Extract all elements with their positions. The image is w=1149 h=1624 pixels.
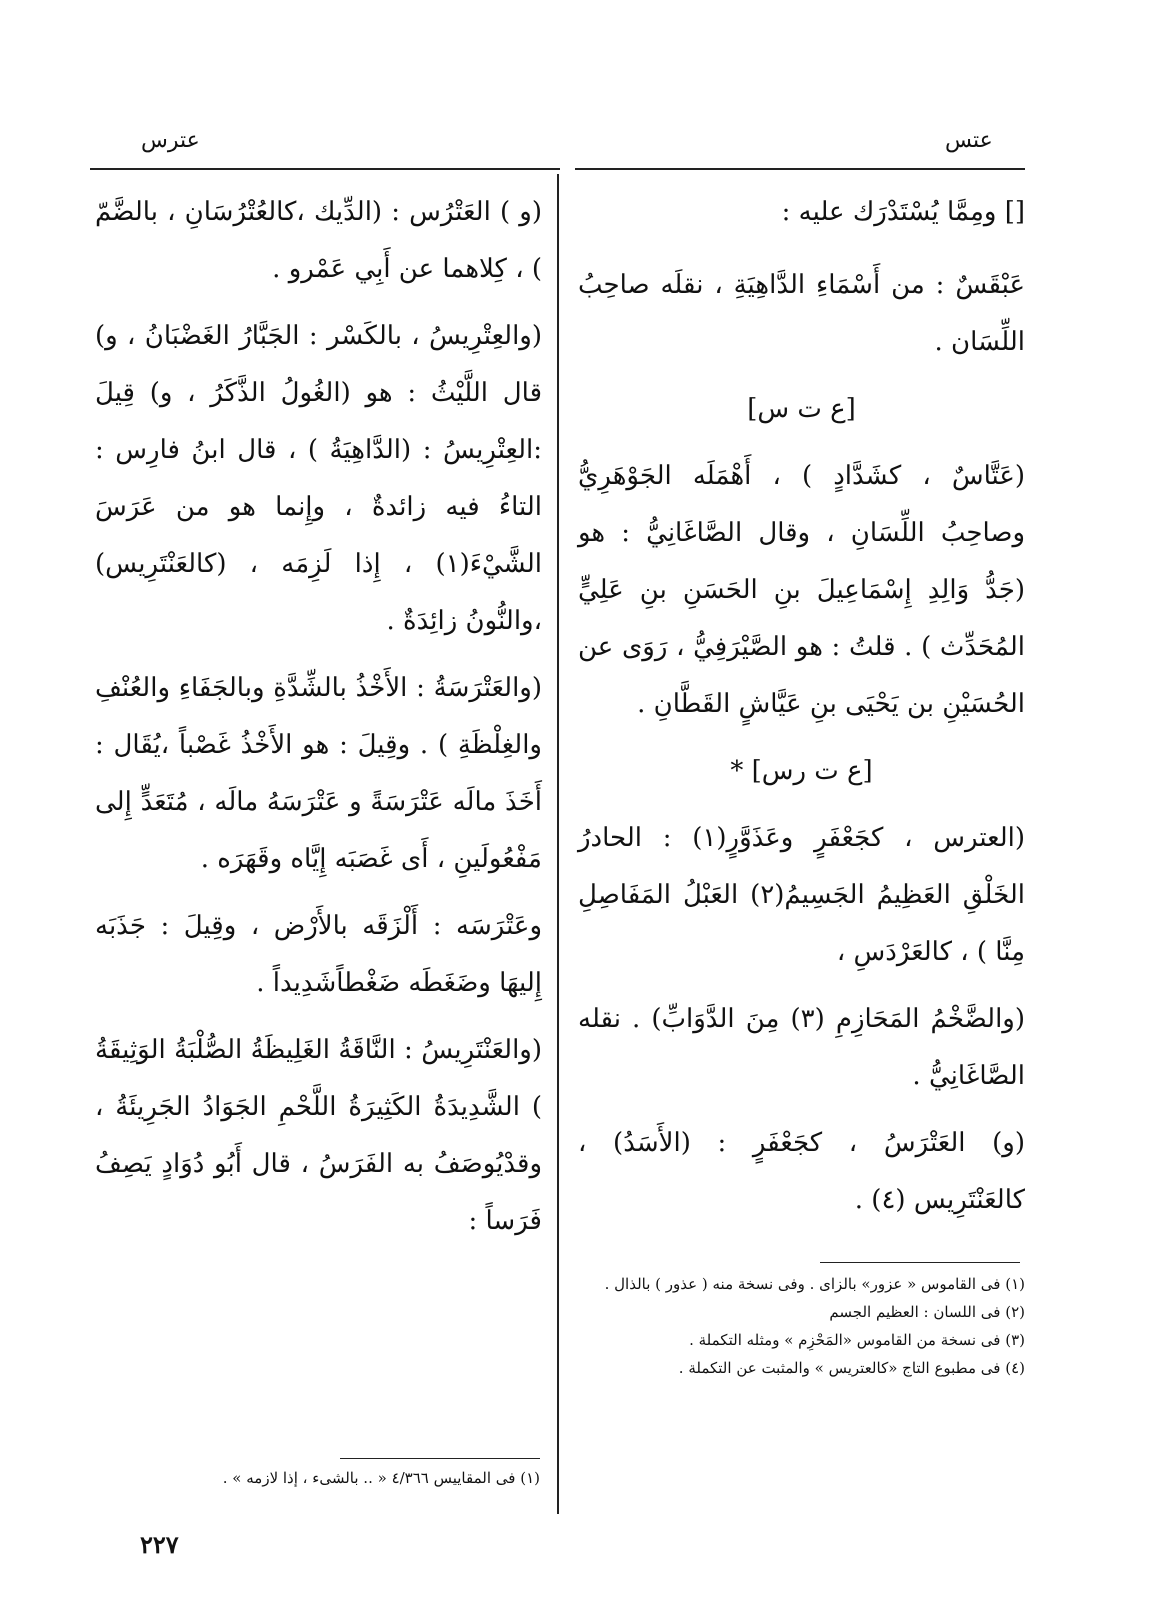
left-paragraph-4: وعَتْرَسَه : أَلْزَقَه بالأَرْض ، وقِيلَ : جَذَبَه إِليهَا وضَغَطَه ضَغْطاًشَدِيداً . (95, 911, 542, 998)
page-number: ٢٢٧ (140, 1530, 179, 1559)
footnote-item: (٢) فى اللسان : العظيم الجسم (829, 1303, 1025, 1321)
footnote-item: (١) فى القاموس « عزور» بالزاى . وفى نسخة منه ( عذور ) بالذال . (604, 1275, 1025, 1293)
entry-heading-ayn-ta-ra-sin: [ع ت رس] * (730, 756, 873, 786)
left-footnotes (100, 1464, 540, 1492)
right-paragraph-3: (عَتَّاسٌ ، كشَدَّادٍ ) ، أَهْمَلَه الجَوْهَرِيُّ وصاحِبُ اللِّسَانِ ، وقال الصَّاغَانِيُّ : هو (جَدُّ وَالِدِ إِسْمَاعِيلَ بنِ الحَسَنِ بنِ عَلِيٍّ المُحَدِّث ) . قلتُ : هو الصَّيْرَفِيُّ ، رَوَى عن الحُسَيْنِ بن يَحْيَى بنِ عَيَّاشٍ القَطَّانِ . (578, 461, 1025, 719)
left-paragraph-2: (والعِتْرِيسُ ، بالكَسْر : الجَبَّارُ الغَضْبَانُ ، و) قال اللَّيْثُ : هو (الغُولُ الذَّكَرُ ، و) قِيلَ :العِتْرِيسُ : (الدَّاهِيَةُ ) ، قال ابنُ فارِس : التاءُ فيه زائدةٌ ، وإِنما هو من عَرَسَ الشَّيْءَ(١) ، إِذا لَزِمَه ، (كالعَنْتَرِيس) ،والنُّونُ زائِدَةٌ . (95, 321, 542, 636)
right-column (578, 184, 1025, 1239)
right-paragraph-5: (والضَّخْمُ المَحَازِمِ (٣) مِنَ الدَّوَابِّ) . نقله الصَّاغَانِيُّ . (578, 1004, 1025, 1091)
footnote-separator-left (340, 1458, 540, 1459)
left-paragraph-3: (والعَتْرَسَةُ : الأَخْذُ بالشِّدَّةِ وبالجَفَاءِ والعُنْفِ والغِلْظَةِ ) . وقِيلَ : هو الأَخْذُ غَصْباً ،يُقَال : أَخَذَ مالَه عَتْرَسَةً و عَتْرَسَهُ مالَه ، مُتَعَدٍّ إِلى مَفْعُولَينِ ، أَى غَصَبَه إِيَّاه وقَهَرَه . (95, 673, 542, 874)
footnote-item: (٣) فى نسخة من القاموس «المَحْزِم » ومثله التكملة . (689, 1331, 1025, 1349)
header-left-title: عترس (141, 128, 200, 153)
entry-heading-ayn-ta-sin: [ع ت س] (747, 394, 856, 424)
left-paragraph-1: (و ) العَتْرُس : (الدِّيك ،كالعُتْرُسَانِ ، بالضَّمّ ) ، كِلاهما عن أَبِي عَمْرو . (95, 197, 542, 284)
right-paragraph-4: (العترس ، كجَعْفَرٍ وعَذَوَّرٍ(١) : الحادرُ الخَلْقِ العَظِيمُ الجَسِيمُ(٢) العَبْلُ المَفَاصِلِ مِنَّا ) ، كالعَرْدَسِ ، (578, 823, 1026, 967)
footnote-item: (٤) فى مطبوع التاج «كالعتريس » والمثبت عن التكملة . (678, 1359, 1025, 1377)
left-paragraph-5: (والعَنْتَرِيسُ : النَّاقَةُ الغَلِيظَةُ الصُّلْبَةُ الوَثِيقَةُ ) الشَّدِيدَةُ الكَثِيرَةُ اللَّحْمِ الجَوَادُ الجَرِيئَةُ ، وقدْيُوصَفُ به الفَرَسُ ، قال أَبُو دُوَادٍ يَصِفُ فَرَساً : (95, 1035, 542, 1236)
footnote-separator-right (820, 1262, 1020, 1263)
right-paragraph-6: (و) العَتْرَسُ ، كجَعْفَرٍ : (الأَسَدُ) ، كالعَنْتَرِيس (٤) . (578, 1128, 1025, 1215)
header-right-title: عتس (945, 128, 993, 153)
header-rule-right (575, 168, 1025, 170)
right-footnotes (590, 1270, 1025, 1382)
left-column (95, 184, 542, 1260)
header-rule-left (90, 168, 560, 170)
footnote-item: (١) فى المقاييس ٤/٣٦٦ « .. بالشىء ، إذا لازمه » . (222, 1469, 540, 1487)
right-paragraph-2: عَبْقَسٌ : من أَسْمَاءِ الدَّاهِيَةِ ، نقلَه صاحِبُ اللِّسَان . (578, 270, 1025, 357)
right-paragraph-1: [] ومِمَّا يُسْتَدْرَك عليه : (781, 197, 1025, 227)
column-divider (557, 174, 559, 1514)
